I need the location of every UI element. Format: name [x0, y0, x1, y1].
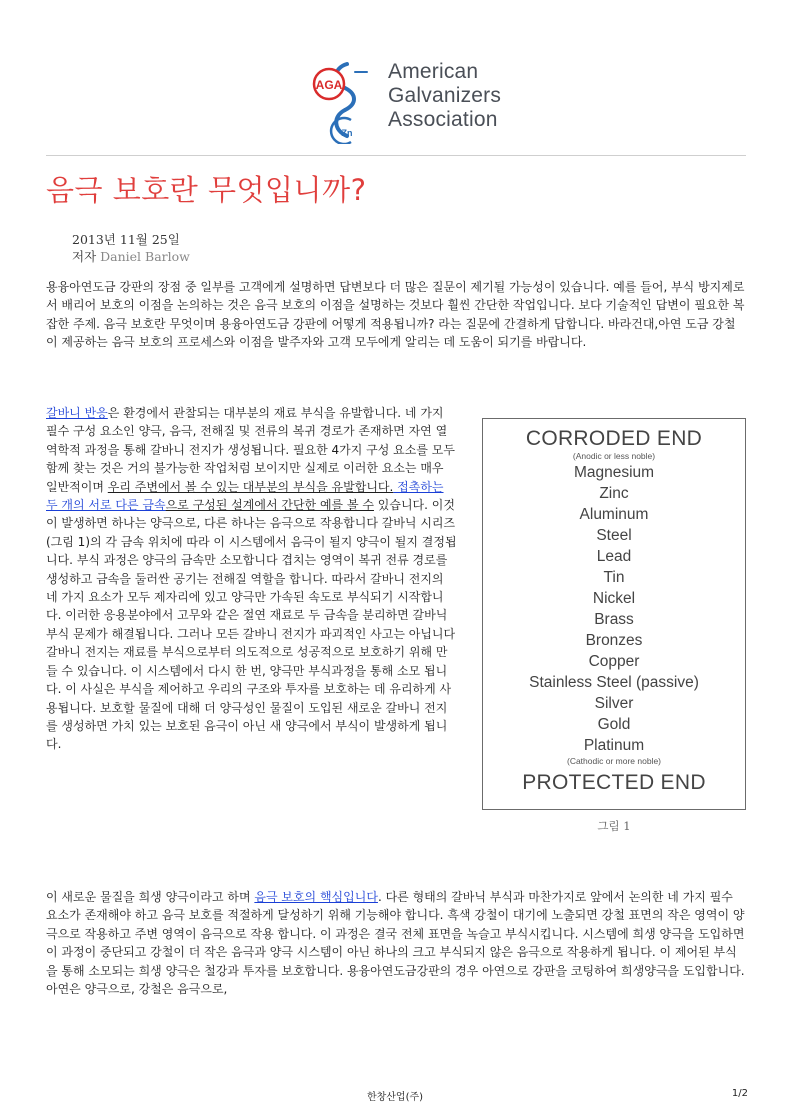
author-prefix: 저자	[72, 249, 97, 264]
header-divider	[46, 155, 746, 156]
galvanic-series-figure	[482, 418, 746, 810]
metal-item: Gold	[597, 716, 631, 733]
logo-aga-text: AGA	[315, 78, 343, 92]
footer-company: 한창산업(주)	[366, 1092, 424, 1103]
org-name-line2: Galvanizers	[388, 84, 502, 107]
metal-item: Bronzes	[585, 632, 643, 649]
logo-zn-text: Zn	[341, 128, 353, 138]
sacrificial-text-b: . 다른 형태의 갈바닉 부식과 마찬가지로 앞에서 논의한 네 가지 필수 요소가 존재해야 하고 음극 보호를 적절하게 달성하기 위해 기능해야 합니다. 흑색 강철이 대기에 노출되면 강철 표면의 작은 영역이 양극으로 작용하고 주변 영역이 음극으로 작용 합니다. 이 과정은 결국 전체 표면을 녹슬고 부식시킵니다. 시스템에 희생 양극을 도입하면 이 과정이 중단되고 강철이 더 작은 음극과 양극 시스템이 아닌 하나의 크고 부식되지 않은 음극으로 작용하게 됩니다. 이 제어된 부식을 통해 소모되는 희생 양극은 철강과 투자를 보호합니다. 용융아연도금강판의 경우 아연으로 강판을 코팅하여 희생양극을 도입합니다. 아연은 양극으로, 강철은 음극으로,	[46, 890, 745, 997]
metal-item: Silver	[594, 695, 634, 712]
metal-item: Steel	[596, 527, 632, 544]
corroded-end-label: CORRODED END	[525, 427, 703, 450]
footer-page-number: 1/2	[731, 1088, 748, 1099]
cathodic-protection-link[interactable]: 음극 보호의 핵심입니다	[254, 890, 378, 904]
galvanic-paragraph	[46, 404, 458, 754]
metal-item: Stainless Steel (passive)	[529, 674, 699, 691]
metal-item: Magnesium	[573, 464, 655, 481]
metal-item: Lead	[596, 548, 632, 565]
metal-item: Tin	[603, 569, 625, 586]
org-name	[388, 60, 501, 132]
metal-item: Brass	[594, 611, 634, 628]
article-author	[72, 248, 190, 265]
article-date: 2013년 11월 25일	[72, 232, 180, 247]
metal-item: Zinc	[599, 485, 629, 502]
org-name-line1: American	[388, 60, 479, 83]
galvanic-underlined-2: 으로 구성된 설계에서 간단한 예를 볼 수	[165, 498, 374, 513]
galvanic-reaction-link[interactable]: 갈바니 반응	[46, 406, 108, 420]
org-name-line3: Association	[388, 108, 498, 131]
galvanic-text-a: 은 환경에서 관찰되는 대부분의 재료 부식을 유발합니다. 네 가지 필수 구성 요소인 양극, 음극, 전해질 및 전류의 복귀 경로가 존재하면 자연 열역학적 과정을 통해 갈바니 전지가 생성됩니다. 필요한 4가지 구성 요소를 모두 함께 찾는 것은 거의 불가능한 작업처럼 보이지만 실제로 이러한 요소는 매우 일반적이며	[46, 406, 455, 494]
metal-item: Platinum	[583, 737, 645, 754]
galvanic-text-b: 있습니다. 이것이 발생하면 하나는 양극으로, 다른 하나는 음극으로 작용합니다 갈바닉 시리즈(그림 1)의 각 금속 위치에 따라 이 시스템에서 음극이 될지 양극이 될지 결정됩니다. 부식 과정은 양극의 금속만 소모합니다 겹치는 영역이 복귀 전류 경로를 생성하고 금속을 둘러싼 공기는 전해질 역할을 합니다. 따라서 갈바니 전지의 네 가지 요소가 모두 제자리에 있고 양극만 가속된 속도로 부식되기 시작합니다. 이러한 응용분야에서 고무와 같은 절연 재료로 두 금속을 분리하면 갈바닉 부식 문제가 해결됩니다. 그러나 모든 갈바니 전지가 파괴적인 사고는 아닙니다 갈바니 전지는 재료를 부식으로부터 의도적으로 성공적으로 보호하기 위해 만들 수 있습니다. 이 시스템에서 다시 한 번, 양극만 부식과정을 통해 소모 됩니다. 이 사실은 부식을 제어하고 우리의 구조와 투자를 보호하는 데 유리하게 사용됩니다. 보호할 물질에 대해 더 양극성인 물질이 도입된 새로운 갈바니 전지를 생성하면 가치 있는 보호된 음극이 아닌 새 양극에서 부식이 발생하게 됩니다.	[46, 498, 457, 752]
protected-end-label: PROTECTED END	[522, 771, 706, 794]
aga-logo-icon	[303, 58, 383, 144]
cathodic-note: (Cathodic or more noble)	[566, 756, 661, 766]
metal-item: Nickel	[592, 590, 636, 607]
article-title: 음극 보호란 무엇입니까?	[46, 173, 367, 207]
author-name: Daniel Barlow	[100, 249, 190, 264]
intro-paragraph: 용융아연도금 강판의 장점 중 일부를 고객에게 설명하면 답변보다 더 많은 질문이 제기될 가능성이 있습니다. 예를 들어, 부식 방지제로서 배리어 보호의 이점을 논의하는 것은 음극 보호의 이점을 설명하는 것보다 훨씬 간단한 작업입니다. 보다 기술적인 답변이 필요한 복잡한 주제. 음극 보호란 무엇이며 용융아연도금 강판에 어떻게 적용됩니까? 라는 질문에 간결하게 답합니다. 바라건대,아연 도금 강철이 제공하는 음극 보호의 프로세스와 이점을 발주자와 고객 모두에게 알리는 데 도움이 되기를 바랍니다.	[46, 280, 745, 350]
sacrificial-text-a: 이 새로운 물질을 희생 양극이라고 하며	[46, 890, 255, 904]
dissimilar-metals-link[interactable]: 접촉하는 두 개의 서로 다른 금속	[46, 479, 444, 513]
metal-item: Aluminum	[579, 506, 649, 523]
sacrificial-anode-paragraph	[46, 888, 746, 998]
galvanic-underlined-1: 우리 주변에서 볼 수 있는 대부분의 부식을 유발합니다.	[107, 479, 394, 494]
anodic-note: (Anodic or less noble)	[572, 451, 656, 461]
metal-item: Copper	[588, 653, 640, 670]
article-meta	[72, 231, 190, 265]
page-header	[0, 52, 790, 148]
figure-caption: 그림 1	[597, 819, 631, 833]
